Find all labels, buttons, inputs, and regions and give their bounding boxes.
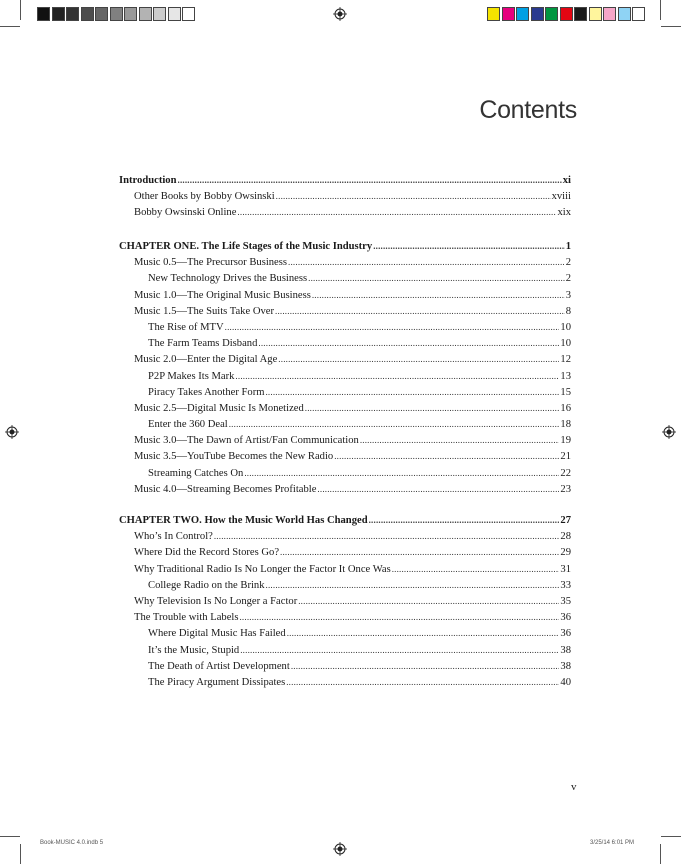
toc-leader-dots	[305, 400, 560, 416]
toc-entry-title: It’s the Music, Stupid	[148, 644, 240, 656]
toc-entry-title: New Technology Drives the Business	[148, 273, 308, 285]
toc-leader-dots	[287, 625, 560, 641]
toc-entry-title: Music 3.5—YouTube Becomes the New Radio	[134, 451, 334, 463]
toc-leader-dots	[288, 254, 565, 270]
toc-entry	[119, 351, 571, 367]
slug-timestamp: 3/25/14 6:01 PM	[590, 840, 635, 846]
calibration-swatch	[632, 7, 645, 21]
toc-leader-dots	[291, 658, 560, 674]
toc-entry-page: 22	[560, 467, 571, 479]
page-title: Contents	[479, 96, 577, 124]
toc-leader-dots	[225, 319, 560, 335]
toc-entry	[119, 432, 571, 448]
calibration-swatch	[66, 7, 79, 21]
toc-entry-page: 12	[560, 354, 571, 366]
toc-leader-dots	[239, 609, 559, 625]
crop-mark	[0, 26, 20, 27]
toc-entry	[119, 204, 571, 220]
calibration-swatch	[560, 7, 573, 21]
calibration-swatch	[545, 7, 558, 21]
toc-entry-title: Streaming Catches On	[148, 467, 244, 479]
crop-mark	[20, 0, 21, 20]
calibration-swatch	[110, 7, 123, 21]
toc-leader-dots	[237, 204, 556, 220]
toc-entry	[119, 593, 571, 609]
toc-entry	[119, 188, 571, 204]
calibration-swatch	[168, 7, 181, 21]
crop-mark	[660, 844, 661, 864]
toc-entry-title: Music 1.5—The Suits Take Over	[134, 305, 274, 317]
toc-entry-title: Bobby Owsinski Online	[134, 207, 237, 219]
toc-entry-page: 2	[565, 257, 571, 269]
toc-entry-page: 15	[560, 386, 571, 398]
toc-leader-dots	[244, 465, 559, 481]
toc-entry-title: Why Television Is No Longer a Factor	[134, 595, 298, 607]
toc-entry-page: 10	[560, 338, 571, 350]
calibration-swatch	[574, 7, 587, 21]
toc-entry-title: Where Digital Music Has Failed	[148, 628, 286, 640]
toc-entry	[119, 303, 571, 319]
toc-entry-page: 21	[560, 451, 571, 463]
toc-entry-page: xix	[557, 207, 571, 219]
toc-leader-dots	[392, 561, 560, 577]
crop-mark	[661, 836, 681, 837]
toc-entry-page: 16	[560, 402, 571, 414]
toc-section-chapter-two	[119, 512, 571, 690]
toc-entry	[119, 319, 571, 335]
calibration-swatch	[124, 7, 137, 21]
toc-leader-dots	[265, 384, 559, 400]
toc-leader-dots	[178, 172, 562, 188]
toc-entry-title: Why Traditional Radio Is No Longer the Factor It Once Was	[134, 563, 391, 575]
registration-mark-icon	[662, 425, 676, 439]
toc-entry	[119, 512, 571, 528]
toc-entry-title: Who’s In Control?	[134, 531, 213, 543]
toc-entry-title: Music 0.5—The Precursor Business	[134, 257, 288, 269]
toc-entry-page: 36	[560, 612, 571, 624]
toc-leader-dots	[240, 642, 559, 658]
toc-entry-title: P2P Makes Its Mark	[148, 370, 235, 382]
toc-entry-page: 13	[560, 370, 571, 382]
toc-leader-dots	[258, 335, 559, 351]
toc-entry	[119, 270, 571, 286]
toc-entry	[119, 287, 571, 303]
registration-mark-icon	[333, 7, 347, 21]
registration-mark-icon	[5, 425, 19, 439]
toc-entry	[119, 528, 571, 544]
toc-entry-title: Where Did the Record Stores Go?	[134, 547, 280, 559]
toc-entry	[119, 368, 571, 384]
calibration-swatch	[95, 7, 108, 21]
toc-leader-dots	[308, 270, 565, 286]
toc-entry-page: 27	[560, 515, 571, 526]
toc-entry-title: The Farm Teams Disband	[148, 338, 258, 350]
toc-leader-dots	[275, 303, 565, 319]
toc-entry-title: The Trouble with Labels	[134, 612, 239, 624]
toc-entry-title: The Rise of MTV	[148, 321, 224, 333]
toc-entry-page: 36	[560, 628, 571, 640]
calibration-swatch	[153, 7, 166, 21]
toc-entry-page: 3	[565, 289, 571, 301]
toc-entry-page: 35	[560, 595, 571, 607]
toc-entry-page: 2	[565, 273, 571, 285]
toc-entry-title: Music 1.0—The Original Music Business	[134, 289, 311, 301]
toc-entry-title: Other Books by Bobby Owsinski	[134, 191, 275, 203]
toc-entry	[119, 254, 571, 270]
toc-entry	[119, 577, 571, 593]
toc-entry-title: The Piracy Argument Dissipates	[148, 676, 286, 688]
toc-leader-dots	[235, 368, 559, 384]
toc-leader-dots	[298, 593, 559, 609]
toc-section-chapter-one	[119, 238, 571, 497]
toc-entry	[119, 609, 571, 625]
calibration-swatch	[589, 7, 602, 21]
registration-mark-icon	[333, 842, 347, 856]
crop-mark	[661, 26, 681, 27]
toc-entry	[119, 544, 571, 560]
calibration-swatch	[487, 7, 500, 21]
slug-filename: Book-MUSIC 4.0.indb 5	[40, 840, 104, 846]
toc-entry	[119, 238, 571, 254]
toc-entry	[119, 384, 571, 400]
calibration-swatch	[81, 7, 94, 21]
toc-entry	[119, 674, 571, 690]
calibration-swatch	[52, 7, 65, 21]
toc-entry	[119, 561, 571, 577]
toc-leader-dots	[286, 674, 559, 690]
toc-entry-title: Piracy Takes Another Form	[148, 386, 265, 398]
toc-entry-page: 18	[560, 419, 571, 431]
toc-entry	[119, 481, 571, 497]
toc-entry-page: 33	[560, 579, 571, 591]
toc-entry-page: 19	[560, 435, 571, 447]
toc-entry-title: Introduction	[119, 175, 177, 186]
calibration-swatch	[37, 7, 50, 21]
calibration-swatch	[516, 7, 529, 21]
toc-leader-dots	[229, 416, 560, 432]
crop-mark	[0, 836, 20, 837]
toc-entry-title: CHAPTER ONE. The Life Stages of the Music Industry	[119, 241, 373, 252]
toc-entry-page: 10	[560, 321, 571, 333]
toc-entry-title: Music 4.0—Streaming Becomes Profitable	[134, 483, 317, 495]
toc-entry-page: 1	[565, 241, 571, 252]
toc-entry-page: xviii	[551, 191, 571, 203]
toc-entry-page: 38	[560, 660, 571, 672]
toc-entry-page: 38	[560, 644, 571, 656]
crop-mark	[20, 844, 21, 864]
calibration-swatch	[502, 7, 515, 21]
toc-entry	[119, 448, 571, 464]
calibration-swatch	[603, 7, 616, 21]
calibration-swatch	[139, 7, 152, 21]
toc-entry-title: Music 2.5—Digital Music Is Monetized	[134, 402, 304, 414]
crop-mark	[660, 0, 661, 20]
toc-entry	[119, 172, 571, 188]
toc-entry-page: xi	[562, 175, 571, 186]
toc-entry-title: Enter the 360 Deal	[148, 419, 228, 431]
toc-entry	[119, 465, 571, 481]
toc-entry	[119, 400, 571, 416]
toc-entry-page: 8	[565, 305, 571, 317]
calibration-swatch	[618, 7, 631, 21]
toc-entry	[119, 625, 571, 641]
toc-leader-dots	[266, 577, 560, 593]
toc-leader-dots	[360, 432, 560, 448]
page-number: v	[571, 781, 577, 793]
toc-entry-page: 28	[560, 531, 571, 543]
calibration-swatch	[182, 7, 195, 21]
toc-leader-dots	[312, 287, 565, 303]
toc-entry	[119, 416, 571, 432]
toc-leader-dots	[369, 512, 560, 528]
toc-leader-dots	[276, 188, 551, 204]
toc-entry-title: CHAPTER TWO. How the Music World Has Changed	[119, 515, 368, 526]
toc-leader-dots	[278, 351, 559, 367]
toc-entry	[119, 658, 571, 674]
toc-leader-dots	[280, 544, 559, 560]
toc-entry-title: Music 2.0—Enter the Digital Age	[134, 354, 278, 366]
toc-section-front-matter	[119, 172, 571, 221]
toc-leader-dots	[214, 528, 560, 544]
toc-entry-page: 40	[560, 676, 571, 688]
toc-entry-title: Music 3.0—The Dawn of Artist/Fan Communication	[134, 435, 359, 447]
toc-leader-dots	[334, 448, 559, 464]
toc-entry-title: College Radio on the Brink	[148, 579, 265, 591]
toc-leader-dots	[373, 238, 565, 254]
toc-entry	[119, 335, 571, 351]
toc-entry	[119, 642, 571, 658]
toc-leader-dots	[317, 481, 559, 497]
toc-entry-title: The Death of Artist Development	[148, 660, 290, 672]
toc-entry-page: 29	[560, 547, 571, 559]
calibration-swatch	[531, 7, 544, 21]
toc-entry-page: 31	[560, 563, 571, 575]
toc-entry-page: 23	[560, 483, 571, 495]
